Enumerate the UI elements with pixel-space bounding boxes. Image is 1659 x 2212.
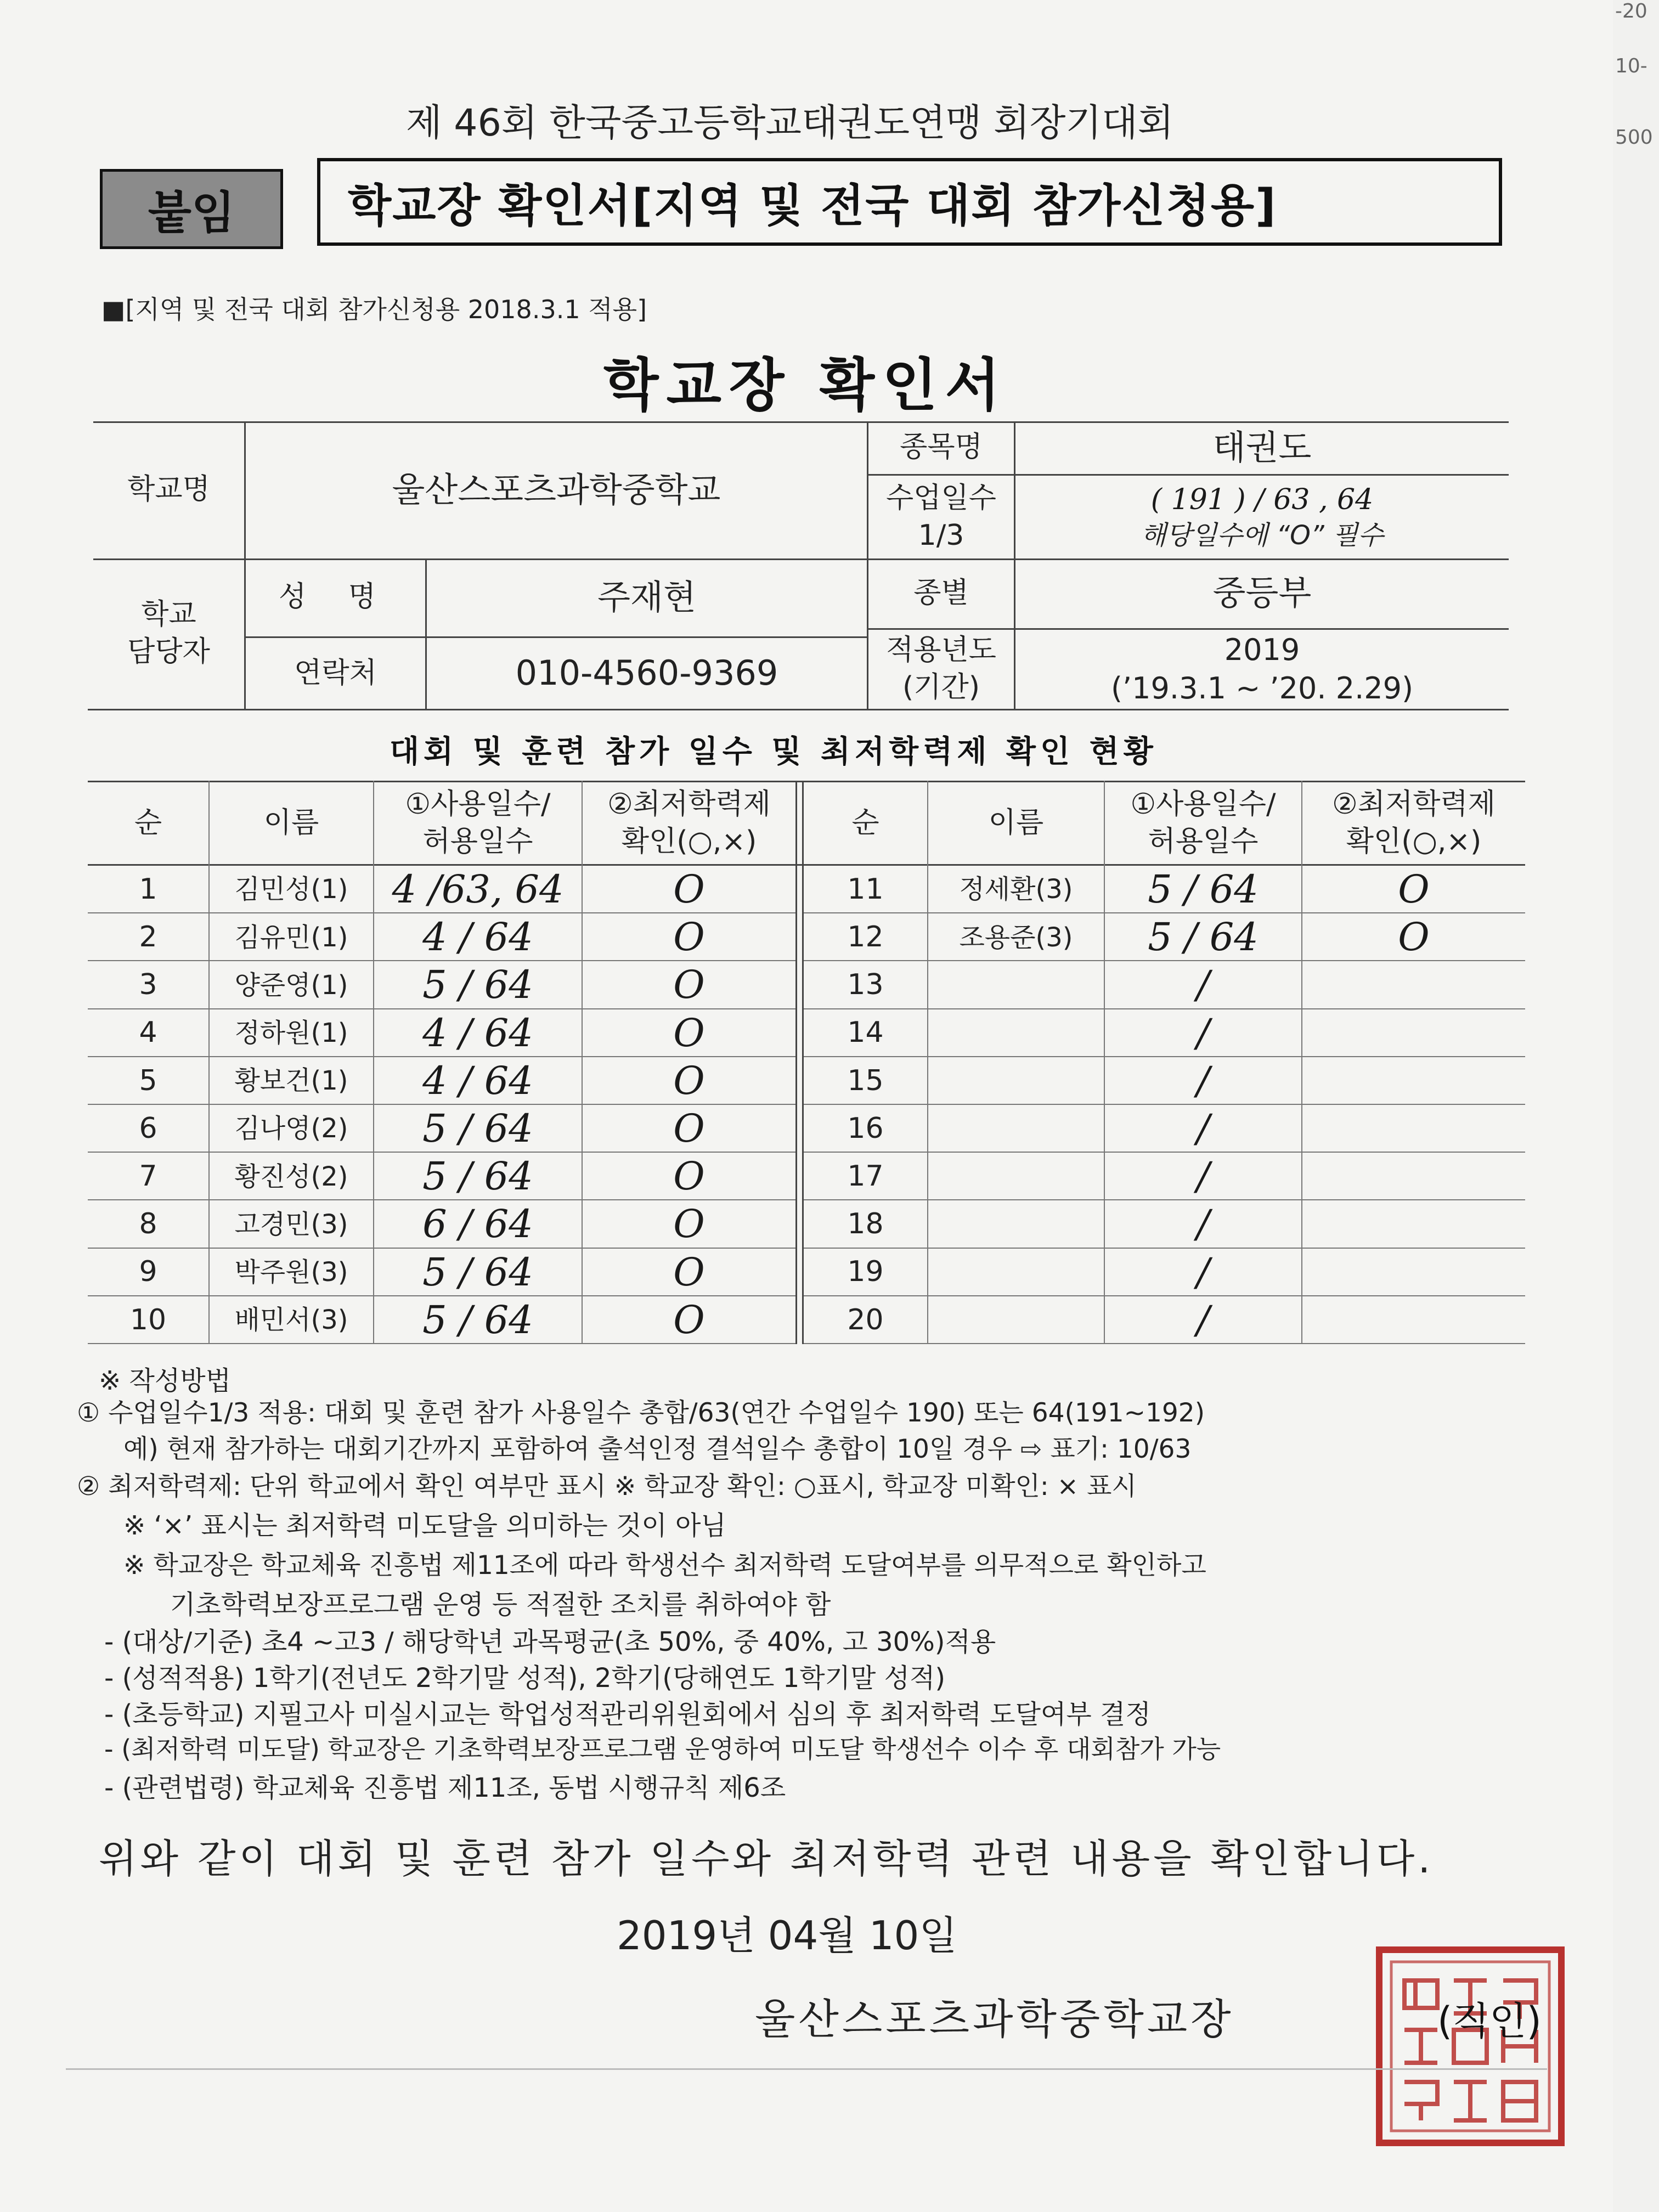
min-academic-check <box>1302 1009 1525 1057</box>
note-line: ※ ‘×’ 표시는 최저학력 미도달을 의미하는 것이 아님 <box>123 1510 726 1541</box>
student-name: 정세환(3) <box>959 874 1073 905</box>
used-days: 5 / 64 <box>422 962 533 1008</box>
year-label <box>868 630 1014 709</box>
edge-text: 500 <box>1615 126 1653 149</box>
sport: 태권도 <box>1212 427 1312 467</box>
header-name-right: 이름 <box>988 806 1044 839</box>
manager-label-line2: 담당자 <box>127 635 210 668</box>
student-name: 박주원(3) <box>234 1256 348 1288</box>
contact: 010-4560-9369 <box>515 653 778 693</box>
row-number: 16 <box>847 1111 884 1145</box>
header-min-line2: 확인(○,×) <box>621 825 757 858</box>
manager-name: 주재현 <box>597 577 696 617</box>
row-number: 13 <box>847 968 884 1002</box>
student-name: 고경민(3) <box>234 1209 348 1240</box>
student-name: 양준영(1) <box>234 969 348 1001</box>
header-min-right <box>1302 782 1525 864</box>
min-academic-check <box>1302 1153 1525 1200</box>
used-days: 5 / 64 <box>422 1297 533 1342</box>
row-number: 7 <box>139 1159 157 1193</box>
edge-text: -20 <box>1615 0 1647 22</box>
form-title: 학교장 확인서[지역 및 전국 대회 참가신청용] <box>317 158 1502 246</box>
period: (’19.3.1 ~ ’20. 2.29) <box>1110 671 1414 706</box>
year-label-line1: 적용년도 <box>886 634 996 667</box>
school-name-label: 학교명 <box>127 473 210 506</box>
note-line: - (대상/기준) 초4 ~고3 / 해당학년 과목평균(초 50%, 중 40%, 고 30%)적용 <box>104 1627 996 1657</box>
notes-heading: ※ 작성방법 <box>99 1365 231 1396</box>
header-min-left <box>583 782 795 864</box>
issue-date: 2019년 04월 10일 <box>617 1912 957 1959</box>
year-value <box>1015 630 1509 709</box>
header-days-line2: 허용일수 <box>422 825 533 858</box>
student-name: 황진성(2) <box>234 1161 348 1192</box>
used-days: 5 / 64 <box>422 1106 533 1152</box>
used-days: / <box>1197 962 1210 1008</box>
row-number: 19 <box>847 1255 884 1289</box>
header-days-line1: ①사용일수/ <box>405 787 551 821</box>
year: 2019 <box>1224 632 1300 667</box>
name-label: 성 명 <box>279 580 392 614</box>
row-number: 5 <box>139 1064 157 1097</box>
header-days-left <box>374 782 582 864</box>
row-number: 18 <box>847 1207 884 1241</box>
used-days: 5 / 64 <box>422 1154 533 1199</box>
used-days: / <box>1197 1106 1210 1152</box>
used-days: 5 / 64 <box>1148 915 1259 960</box>
manager-label <box>93 558 244 709</box>
row-number: 14 <box>847 1016 884 1049</box>
class-days-value <box>1015 476 1509 558</box>
student-name <box>928 1105 1104 1153</box>
note-line: 기초학력보장프로그램 운영 등 적절한 조치를 취하여야 함 <box>170 1589 831 1620</box>
row-number: 12 <box>847 920 884 953</box>
header-days-right <box>1105 782 1301 864</box>
sub-note: ■[지역 및 전국 대회 참가신청용 2018.3.1 적용] <box>101 295 647 324</box>
note-line: - (관련법령) 학교체육 진흥법 제11조, 동법 시행규칙 제6조 <box>104 1773 786 1803</box>
min-academic-check: O <box>673 1201 705 1247</box>
note-line: - (초등학교) 지필고사 미실시교는 학업성적관리위원회에서 심의 후 최저학력 도달여부 결정 <box>104 1699 1151 1730</box>
class-days-label-line1: 수업일수 <box>886 481 996 515</box>
min-academic-check <box>1302 1296 1525 1344</box>
row-number: 10 <box>129 1303 167 1336</box>
min-academic-check: O <box>673 1297 705 1342</box>
contact-label: 연락처 <box>294 656 377 690</box>
student-name <box>928 1057 1104 1105</box>
min-academic-check <box>1302 1057 1525 1105</box>
row-number: 6 <box>139 1111 157 1145</box>
class-days-label <box>868 476 1014 558</box>
min-academic-check: O <box>673 1010 705 1056</box>
header-min-line2: 확인(○,×) <box>1346 825 1482 858</box>
student-name: 김유민(1) <box>234 922 348 953</box>
student-name <box>928 1296 1104 1344</box>
used-days: / <box>1197 1201 1210 1247</box>
underlying-sheet <box>1607 0 1659 2212</box>
student-name: 김나영(2) <box>234 1113 348 1144</box>
footer-rule <box>66 2068 1547 2070</box>
principal-signature-line: 울산스포츠과학중학교장 <box>755 1995 1234 2044</box>
used-days: 5 / 64 <box>1148 867 1259 912</box>
seal-label: (직인) <box>1437 1999 1542 2044</box>
student-name: 황보건(1) <box>234 1065 348 1097</box>
header-no-right: 순 <box>851 806 879 839</box>
division: 중등부 <box>1212 573 1312 613</box>
note-line: ※ 학교장은 학교체육 진흥법 제11조에 따라 학생선수 최저학력 도달여부를 의무적으로 확인하고 <box>123 1550 1206 1581</box>
edge-text: 10- <box>1615 55 1647 77</box>
row-number: 2 <box>139 920 157 953</box>
division-label: 종별 <box>913 576 969 610</box>
student-name <box>928 1153 1104 1200</box>
row-number: 9 <box>139 1255 157 1289</box>
used-days: 4 / 64 <box>422 915 533 960</box>
used-days: 4 /63, 64 <box>392 867 564 912</box>
used-days: / <box>1197 1249 1210 1295</box>
row-number: 4 <box>139 1016 157 1049</box>
header-min-line1: ②최저학력제 <box>607 787 771 821</box>
note-line: ② 최저학력제: 단위 학교에서 확인 여부만 표시 ※ 학교장 확인: ○표시, 학교장 미확인: × 표시 <box>77 1471 1137 1502</box>
student-name: 정하원(1) <box>234 1017 348 1048</box>
row-number: 3 <box>139 968 157 1002</box>
used-days: / <box>1197 1058 1210 1103</box>
min-academic-check <box>1302 961 1525 1009</box>
min-academic-check: O <box>673 1154 705 1199</box>
min-academic-check <box>1302 1105 1525 1153</box>
class-days-note: 해당일수에 “O” 필수 <box>1141 520 1384 551</box>
class-days-handwritten: ( 191 ) / 63 , 64 <box>1150 483 1374 516</box>
min-academic-check: O <box>673 1249 705 1295</box>
main-title: 학교장 확인서 <box>603 352 1008 419</box>
note-line: 예) 현재 참가하는 대회기간까지 포함하여 출석인정 결석일수 총합이 10일 경우 ⇨ 표기: 10/63 <box>123 1434 1192 1464</box>
min-academic-check: O <box>673 1106 705 1152</box>
min-academic-check: O <box>1398 915 1430 960</box>
used-days: / <box>1197 1154 1210 1199</box>
student-name: 조용준(3) <box>959 922 1073 953</box>
used-days: / <box>1197 1010 1210 1056</box>
event-title: 제 46회 한국중고등학교태권도연맹 회장기대회 <box>406 101 1174 145</box>
header-min-line1: ②최저학력제 <box>1332 787 1496 821</box>
note-line: - (최저학력 미도달) 학교장은 기초학력보장프로그램 운영하여 미도달 학생선수 이수 후 대회참가 가능 <box>104 1734 1221 1764</box>
used-days: / <box>1197 1297 1210 1342</box>
note-line: ① 수업일수1/3 적용: 대회 및 훈련 참가 사용일수 총합/63(연간 수업일수 190) 또는 64(191~192) <box>77 1398 1205 1428</box>
min-academic-check: O <box>673 867 705 912</box>
confirmation-statement: 위와 같이 대회 및 훈련 참가 일수와 최저학력 관련 내용을 확인합니다. <box>99 1836 1434 1882</box>
used-days: 4 / 64 <box>422 1058 533 1103</box>
row-number: 15 <box>847 1064 884 1097</box>
note-line: - (성적적용) 1학기(전년도 2학기말 성적), 2학기(당해연도 1학기말 성적) <box>104 1663 946 1694</box>
school-seal-stamp <box>1372 1942 1569 2151</box>
student-name: 배민서(3) <box>234 1305 348 1336</box>
student-name <box>928 1200 1104 1248</box>
header-name-left: 이름 <box>263 806 319 839</box>
header-days-line1: ①사용일수/ <box>1130 787 1276 821</box>
min-academic-check <box>1302 1249 1525 1296</box>
row-number: 20 <box>847 1303 884 1336</box>
min-academic-check: O <box>673 962 705 1008</box>
row-number: 1 <box>139 872 157 906</box>
min-academic-check: O <box>673 915 705 960</box>
min-academic-check <box>1302 1200 1525 1248</box>
manager-label-line1: 학교 <box>141 598 196 631</box>
student-name <box>928 961 1104 1009</box>
student-name <box>928 1009 1104 1057</box>
used-days: 4 / 64 <box>422 1010 533 1056</box>
school-name: 울산스포츠과학중학교 <box>392 469 721 510</box>
header-days-line2: 허용일수 <box>1148 825 1259 858</box>
student-name: 김민성(1) <box>234 874 348 905</box>
row-number: 8 <box>139 1207 157 1241</box>
header-no-left: 순 <box>134 806 162 839</box>
row-number: 17 <box>847 1159 884 1193</box>
year-label-line2: (기간) <box>902 671 980 704</box>
attachment-tag: 붙임 <box>100 169 283 249</box>
used-days: 5 / 64 <box>422 1249 533 1295</box>
student-name <box>928 1249 1104 1296</box>
sport-label: 종목명 <box>900 431 983 464</box>
min-academic-check: O <box>673 1058 705 1103</box>
row-number: 11 <box>847 872 884 906</box>
class-days-label-line2: 1/3 <box>918 518 964 552</box>
section-title: 대회 및 훈련 참가 일수 및 최저학력제 확인 현황 <box>390 734 1158 770</box>
min-academic-check: O <box>1398 867 1430 912</box>
used-days: 6 / 64 <box>422 1201 533 1247</box>
